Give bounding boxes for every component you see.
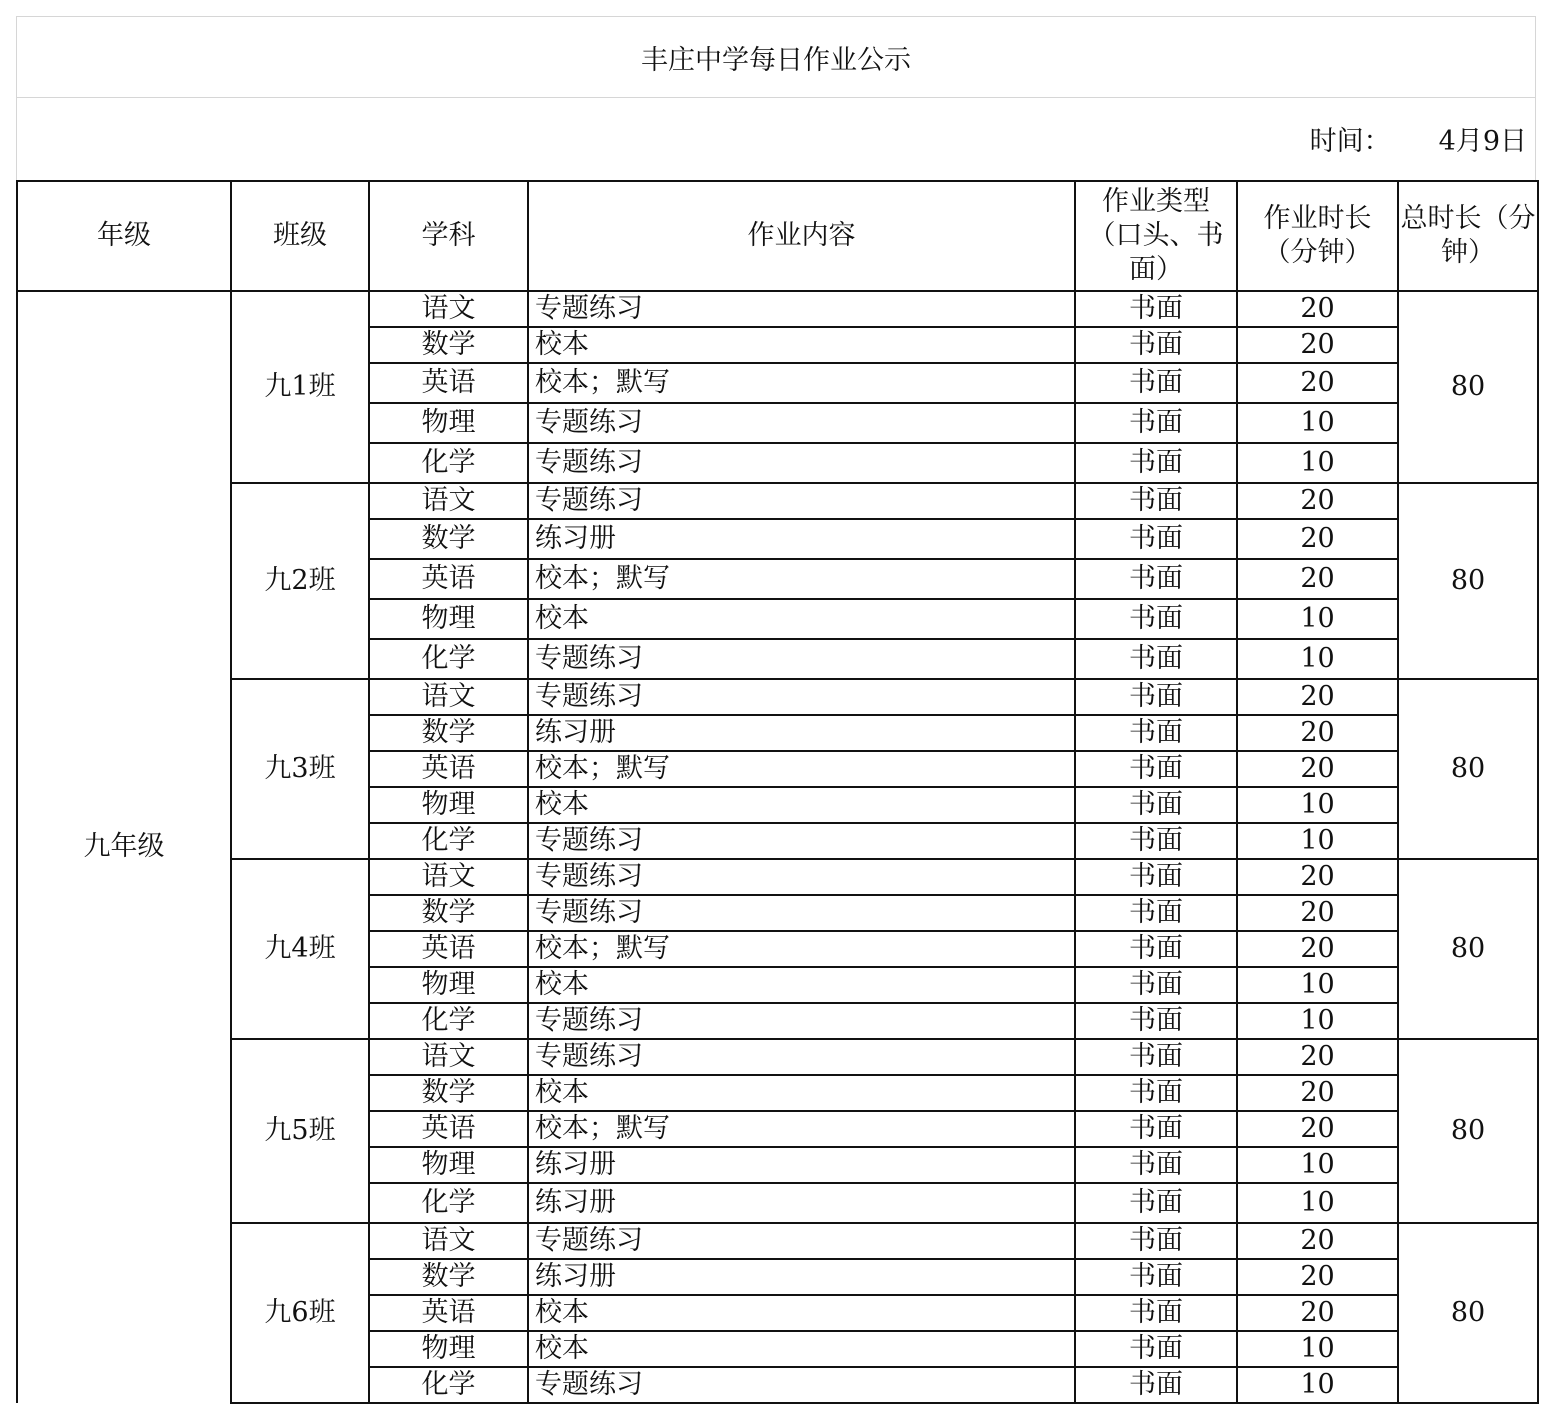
content-cell: 校本；默写 — [528, 751, 1075, 787]
content-cell: 专题练习 — [528, 483, 1075, 519]
type-cell: 书面 — [1075, 967, 1237, 1003]
subject-cell: 语文 — [369, 679, 528, 715]
type-cell: 书面 — [1075, 519, 1237, 559]
content-cell: 校本 — [528, 787, 1075, 823]
table-body — [17, 291, 1538, 1403]
total-minutes-cell: 80 — [1398, 483, 1538, 679]
minutes-cell: 20 — [1237, 1223, 1398, 1259]
subject-cell: 语文 — [369, 1039, 528, 1075]
minutes-cell: 20 — [1237, 859, 1398, 895]
content-cell: 专题练习 — [528, 1223, 1075, 1259]
minutes-cell: 10 — [1237, 1147, 1398, 1183]
content-cell: 校本 — [528, 599, 1075, 639]
minutes-cell: 10 — [1237, 1003, 1398, 1039]
date-row — [16, 98, 1536, 180]
subject-cell: 物理 — [369, 599, 528, 639]
subject-cell: 英语 — [369, 363, 528, 403]
minutes-cell: 10 — [1237, 823, 1398, 859]
content-cell: 校本；默写 — [528, 1111, 1075, 1147]
type-cell: 书面 — [1075, 1075, 1237, 1111]
content-cell: 校本 — [528, 1075, 1075, 1111]
type-cell: 书面 — [1075, 931, 1237, 967]
subject-cell: 英语 — [369, 559, 528, 599]
subject-cell: 语文 — [369, 291, 528, 327]
minutes-cell: 20 — [1237, 1295, 1398, 1331]
type-cell: 书面 — [1075, 1223, 1237, 1259]
subject-cell: 数学 — [369, 715, 528, 751]
subject-cell: 语文 — [369, 1223, 528, 1259]
class-name-cell: 九6班 — [231, 1223, 369, 1403]
header-content: 作业内容 — [528, 181, 1075, 291]
content-cell: 校本 — [528, 327, 1075, 363]
table-row — [17, 1039, 1538, 1075]
subject-cell: 物理 — [369, 787, 528, 823]
type-cell: 书面 — [1075, 751, 1237, 787]
type-cell: 书面 — [1075, 679, 1237, 715]
minutes-cell: 10 — [1237, 967, 1398, 1003]
subject-cell: 物理 — [369, 1331, 528, 1367]
type-cell: 书面 — [1075, 1331, 1237, 1367]
subject-cell: 数学 — [369, 327, 528, 363]
minutes-cell: 10 — [1237, 1183, 1398, 1223]
type-cell: 书面 — [1075, 443, 1237, 483]
type-cell: 书面 — [1075, 1259, 1237, 1295]
subject-cell: 化学 — [369, 639, 528, 679]
subject-cell: 数学 — [369, 1259, 528, 1295]
type-cell: 书面 — [1075, 895, 1237, 931]
header-class: 班级 — [231, 181, 369, 291]
subject-cell: 化学 — [369, 1367, 528, 1403]
table-row — [17, 291, 1538, 327]
class-name-cell: 九1班 — [231, 291, 369, 483]
subject-cell: 语文 — [369, 483, 528, 519]
table-row — [17, 679, 1538, 715]
subject-cell: 英语 — [369, 751, 528, 787]
type-cell: 书面 — [1075, 823, 1237, 859]
subject-cell: 数学 — [369, 519, 528, 559]
type-cell: 书面 — [1075, 715, 1237, 751]
total-minutes-cell: 80 — [1398, 1039, 1538, 1223]
table-row — [17, 1223, 1538, 1259]
type-cell: 书面 — [1075, 291, 1237, 327]
type-cell: 书面 — [1075, 403, 1237, 443]
table-row — [17, 859, 1538, 895]
date-value: 4月9日 — [1438, 126, 1527, 157]
minutes-cell: 10 — [1237, 639, 1398, 679]
grade-cell: 九年级 — [17, 291, 231, 1403]
subject-cell: 英语 — [369, 1111, 528, 1147]
minutes-cell: 20 — [1237, 1111, 1398, 1147]
date-label: 时间： — [1309, 126, 1391, 157]
content-cell: 校本；默写 — [528, 363, 1075, 403]
type-cell: 书面 — [1075, 1147, 1237, 1183]
content-cell: 专题练习 — [528, 679, 1075, 715]
header-duration: 作业时长（分钟） — [1237, 181, 1398, 291]
type-cell: 书面 — [1075, 1003, 1237, 1039]
minutes-cell: 10 — [1237, 1331, 1398, 1367]
type-cell: 书面 — [1075, 639, 1237, 679]
subject-cell: 物理 — [369, 1147, 528, 1183]
page-title: 丰庄中学每日作业公示 — [16, 16, 1536, 98]
content-cell: 校本 — [528, 967, 1075, 1003]
minutes-cell: 10 — [1237, 787, 1398, 823]
minutes-cell: 20 — [1237, 751, 1398, 787]
subject-cell: 英语 — [369, 1295, 528, 1331]
content-cell: 专题练习 — [528, 823, 1075, 859]
minutes-cell: 20 — [1237, 363, 1398, 403]
type-cell: 书面 — [1075, 327, 1237, 363]
minutes-cell: 20 — [1237, 559, 1398, 599]
minutes-cell: 10 — [1237, 599, 1398, 639]
minutes-cell: 20 — [1237, 1075, 1398, 1111]
type-cell: 书面 — [1075, 1183, 1237, 1223]
total-minutes-cell: 80 — [1398, 1223, 1538, 1403]
class-name-cell: 九5班 — [231, 1039, 369, 1223]
subject-cell: 物理 — [369, 967, 528, 1003]
type-cell: 书面 — [1075, 1039, 1237, 1075]
content-cell: 练习册 — [528, 1147, 1075, 1183]
content-cell: 专题练习 — [528, 403, 1075, 443]
content-cell: 专题练习 — [528, 443, 1075, 483]
content-cell: 专题练习 — [528, 1039, 1075, 1075]
minutes-cell: 20 — [1237, 679, 1398, 715]
subject-cell: 化学 — [369, 823, 528, 859]
total-minutes-cell: 80 — [1398, 859, 1538, 1039]
subject-cell: 化学 — [369, 443, 528, 483]
subject-cell: 化学 — [369, 1003, 528, 1039]
content-cell: 专题练习 — [528, 639, 1075, 679]
header-row — [17, 181, 1538, 291]
content-cell: 专题练习 — [528, 1003, 1075, 1039]
total-minutes-cell: 80 — [1398, 679, 1538, 859]
content-cell: 专题练习 — [528, 291, 1075, 327]
class-name-cell: 九2班 — [231, 483, 369, 679]
content-cell: 校本；默写 — [528, 559, 1075, 599]
content-cell: 校本 — [528, 1331, 1075, 1367]
type-cell: 书面 — [1075, 559, 1237, 599]
total-minutes-cell: 80 — [1398, 291, 1538, 483]
table-row — [17, 483, 1538, 519]
content-cell: 专题练习 — [528, 895, 1075, 931]
minutes-cell: 20 — [1237, 1259, 1398, 1295]
content-cell: 练习册 — [528, 519, 1075, 559]
header-type: 作业类型（口头、书面） — [1075, 181, 1237, 291]
minutes-cell: 10 — [1237, 443, 1398, 483]
content-cell: 练习册 — [528, 1259, 1075, 1295]
content-cell: 练习册 — [528, 715, 1075, 751]
header-subject: 学科 — [369, 181, 528, 291]
content-cell: 校本；默写 — [528, 931, 1075, 967]
class-name-cell: 九3班 — [231, 679, 369, 859]
content-cell: 专题练习 — [528, 859, 1075, 895]
minutes-cell: 20 — [1237, 483, 1398, 519]
minutes-cell: 20 — [1237, 519, 1398, 559]
header-grade: 年级 — [17, 181, 231, 291]
minutes-cell: 20 — [1237, 931, 1398, 967]
class-name-cell: 九4班 — [231, 859, 369, 1039]
minutes-cell: 20 — [1237, 895, 1398, 931]
content-cell: 校本 — [528, 1295, 1075, 1331]
minutes-cell: 20 — [1237, 291, 1398, 327]
subject-cell: 语文 — [369, 859, 528, 895]
type-cell: 书面 — [1075, 483, 1237, 519]
type-cell: 书面 — [1075, 859, 1237, 895]
type-cell: 书面 — [1075, 599, 1237, 639]
subject-cell: 化学 — [369, 1183, 528, 1223]
minutes-cell: 20 — [1237, 327, 1398, 363]
subject-cell: 物理 — [369, 403, 528, 443]
homework-table — [16, 180, 1539, 1404]
minutes-cell: 10 — [1237, 403, 1398, 443]
subject-cell: 英语 — [369, 931, 528, 967]
type-cell: 书面 — [1075, 1111, 1237, 1147]
minutes-cell: 10 — [1237, 1367, 1398, 1403]
type-cell: 书面 — [1075, 787, 1237, 823]
type-cell: 书面 — [1075, 1367, 1237, 1403]
subject-cell: 数学 — [369, 1075, 528, 1111]
content-cell: 练习册 — [528, 1183, 1075, 1223]
type-cell: 书面 — [1075, 1295, 1237, 1331]
minutes-cell: 20 — [1237, 1039, 1398, 1075]
subject-cell: 数学 — [369, 895, 528, 931]
minutes-cell: 20 — [1237, 715, 1398, 751]
type-cell: 书面 — [1075, 363, 1237, 403]
content-cell: 专题练习 — [528, 1367, 1075, 1403]
header-total: 总时长（分钟） — [1398, 181, 1538, 291]
